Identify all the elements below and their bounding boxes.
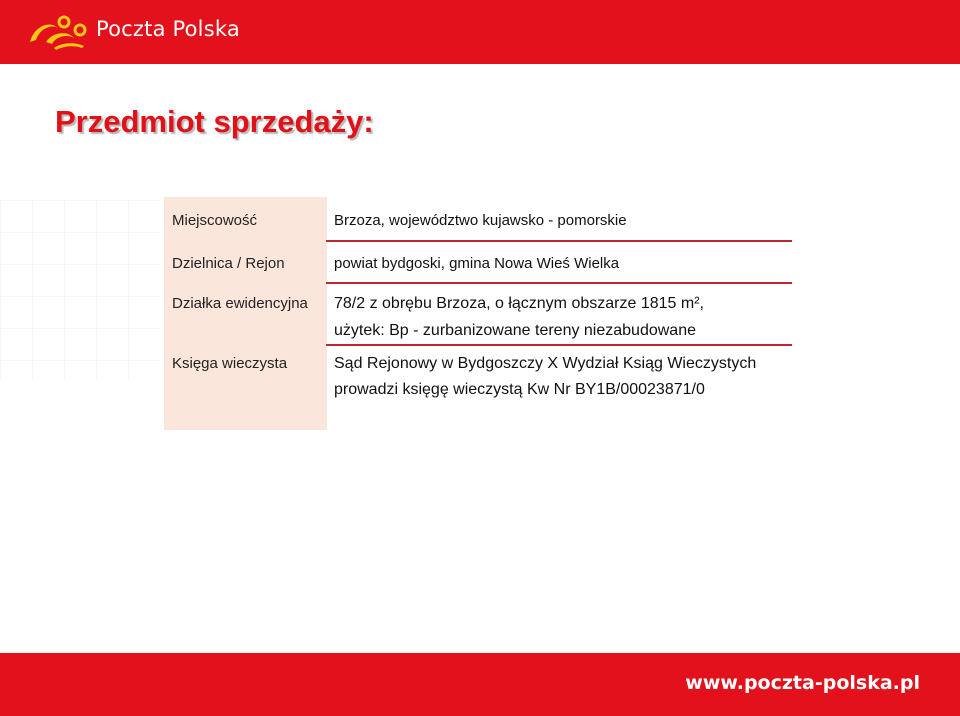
row-divider [326,282,792,284]
value-ksiega-line2: prowadzi księgę wieczystą Kw Nr BY1B/00023871/0 [334,381,705,398]
footer-url-link[interactable]: www.poczta-polska.pl [685,672,920,694]
value-dzialka-line2: użytek: Bp - zurbanizowane tereny niezabudowane [334,322,696,339]
value-ksiega-line1: Sąd Rejonowy w Bydgoszczy X Wydział Ksiąg Wieczystych [334,355,757,372]
label-miejscowosc: Miejscowość [172,212,258,229]
brand-name: Poczta Polska [96,17,240,41]
label-dzialka: Działka ewidencyjna [172,295,308,312]
header-bar [0,0,960,64]
value-dzialka-line1: 78/2 z obrębu Brzoza, o łącznym obszarze 1815 m², [334,295,704,312]
value-miejscowosc: Brzoza, województwo kujawsko - pomorskie [334,212,627,229]
background-grid [0,200,160,380]
row-divider [326,240,792,242]
label-ksiega: Księga wieczysta [172,355,288,372]
label-dzielnica: Dzielnica / Rejon [172,255,285,272]
page-title: Przedmiot sprzedaży: [55,104,374,139]
row-divider [326,344,792,346]
poczta-polska-logo-icon [24,12,92,52]
label-column [164,197,327,430]
value-dzielnica: powiat bydgoski, gmina Nowa Wieś Wielka [334,255,620,272]
